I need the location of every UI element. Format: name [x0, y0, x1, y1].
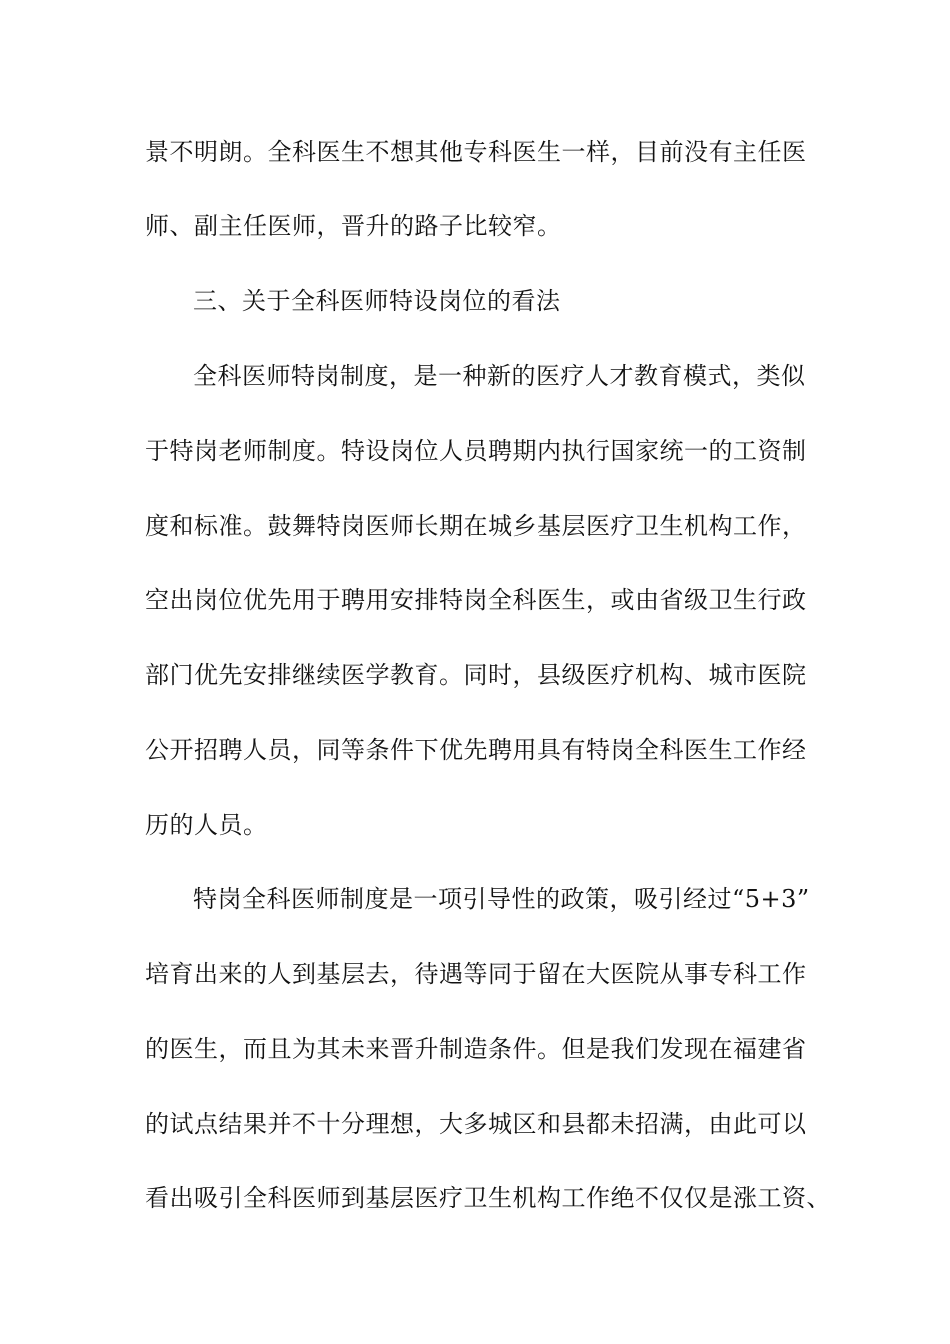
text-line: 度和标准。鼓舞特岗医师长期在城乡基层医疗卫生机构工作，	[145, 512, 807, 540]
text-line: 特岗全科医师制度是一项引导性的政策，吸引经过“5+3”	[193, 885, 810, 913]
text-line: 历的人员。	[145, 811, 268, 839]
text-line: 景不明朗。全科医生不想其他专科医生一样，目前没有主任医	[145, 138, 807, 166]
text-line: 部门优先安排继续医学教育。同时，县级医疗机构、城市医院	[145, 661, 807, 689]
text-line: 全科医师特岗制度，是一种新的医疗人才教育模式，类似	[193, 362, 806, 390]
section-heading: 三、关于全科医师特设岗位的看法	[193, 287, 561, 315]
text-line: 师、副主任医师，晋升的路子比较窄。	[145, 212, 562, 240]
text-line: 看出吸引全科医师到基层医疗卫生机构工作绝不仅仅是涨工资、	[145, 1184, 831, 1212]
text-line: 培育出来的人到基层去，待遇等同于留在大医院从事专科工作	[145, 960, 807, 988]
text-line: 公开招聘人员，同等条件下优先聘用具有特岗全科医生工作经	[145, 736, 807, 764]
text-line: 于特岗老师制度。特设岗位人员聘期内执行国家统一的工资制	[145, 437, 807, 465]
text-line: 的医生，而且为其未来晋升制造条件。但是我们发现在福建省	[145, 1035, 807, 1063]
text-line: 空出岗位优先用于聘用安排特岗全科医生，或由省级卫生行政	[145, 586, 807, 614]
text-line: 的试点结果并不十分理想，大多城区和县都未招满，由此可以	[145, 1110, 807, 1138]
